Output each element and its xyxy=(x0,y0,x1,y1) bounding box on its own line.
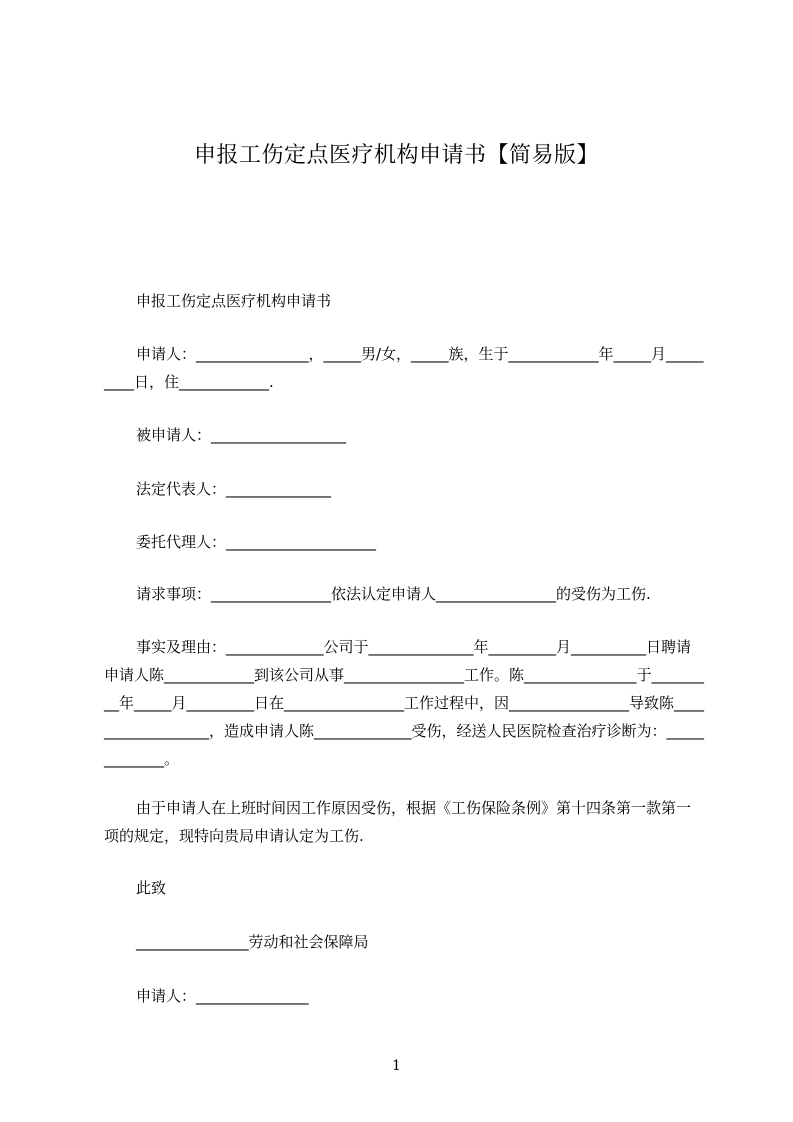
respondent-line: 被申请人：__________________ xyxy=(136,426,347,444)
applicant-paragraph: 申请人：_______________，_____男/女，_____族，生于____________年_____月_________日，住____________. xyxy=(104,345,704,391)
legal-representative-line: 法定代表人：______________ xyxy=(136,480,332,498)
agent-line: 委托代理人：____________________ xyxy=(136,533,377,551)
facts-paragraph: 事实及理由：_____________公司于______________年_________月__________日聘请申请人陈____________到该公司从事________________工作。陈_______________于_________年_____月_________日在________________工作过程中，因________________导致陈__________________，造成申请人陈_____________受伤，经送人民医院检查治疗诊断为：_____________。 xyxy=(104,638,705,768)
bureau-line: _______________劳动和社会保障局 xyxy=(136,933,369,951)
legal-basis-paragraph: 由于申请人在上班时间因工作原因受伤，根据《工伤保险条例》第十四条第一款第一项的规定，现特向贵局申请认定为工伤. xyxy=(104,799,692,845)
document-title: 申报工伤定点医疗机构申请书【简易版】 xyxy=(193,143,599,168)
section-heading: 申报工伤定点医疗机构申请书 xyxy=(136,292,332,310)
page-number: 1 xyxy=(392,1058,401,1074)
request-line: 请求事项：________________依法认定申请人________________的受伤为工伤. xyxy=(136,585,651,603)
signature-line: 申请人：_______________ xyxy=(136,987,309,1005)
salutation: 此致 xyxy=(136,879,167,897)
